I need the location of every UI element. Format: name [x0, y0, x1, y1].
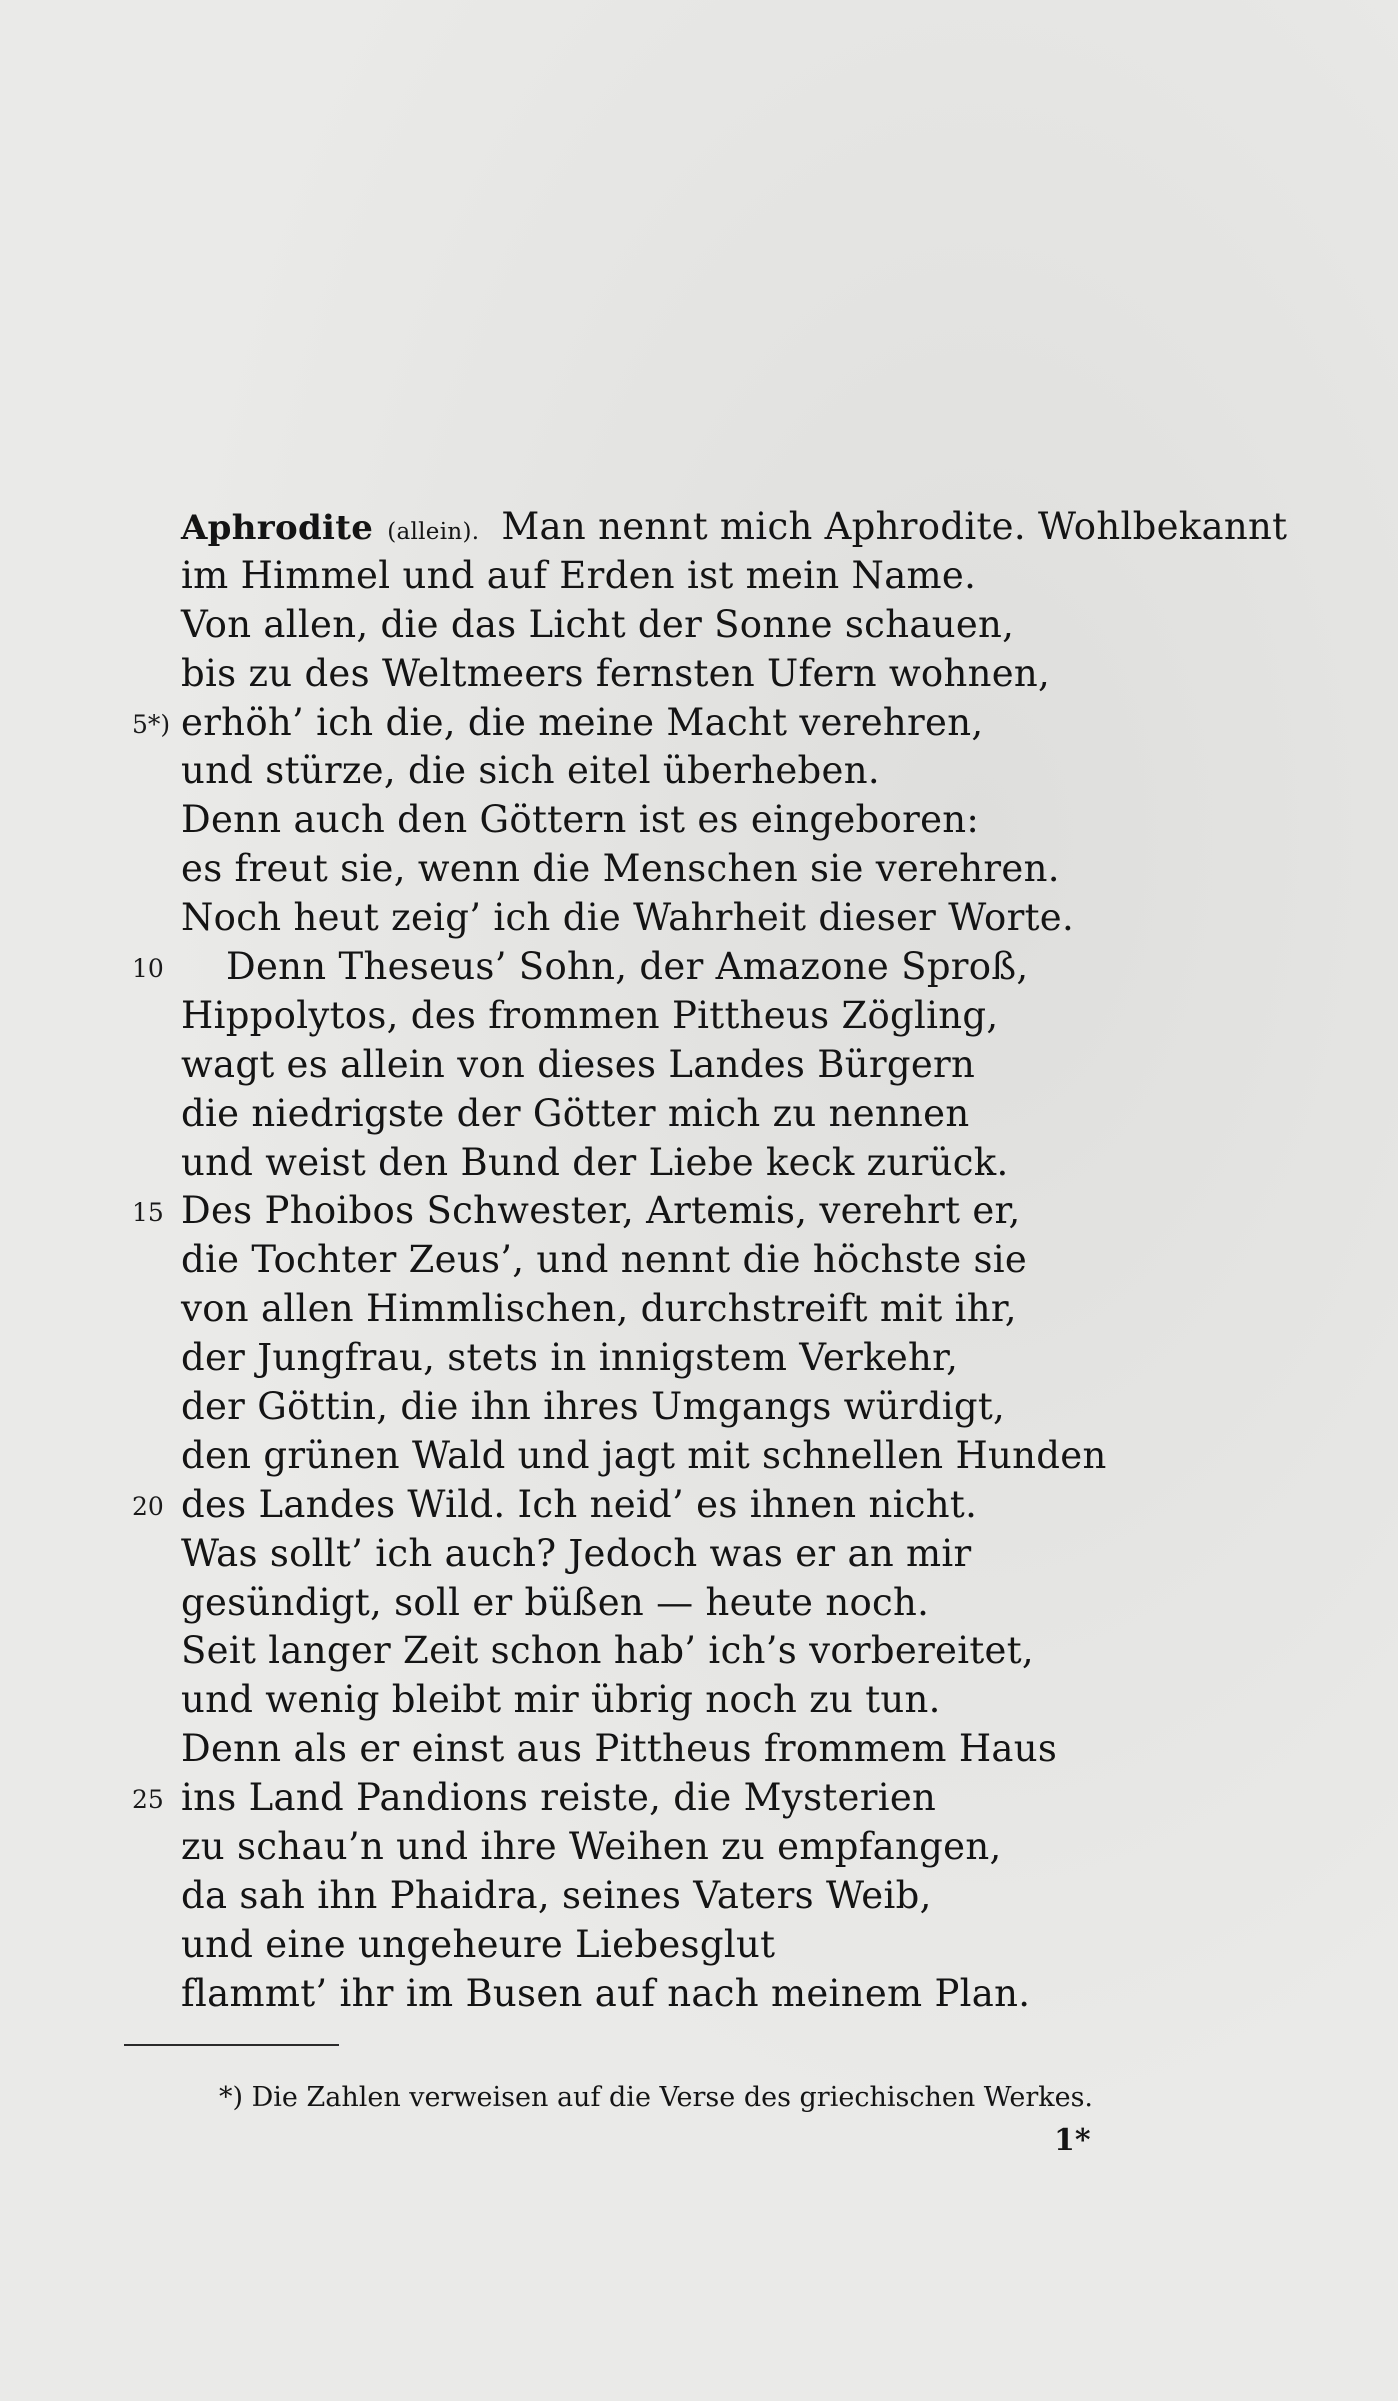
- verse-line-text: der Jungfrau, stets in innigstem Verkehr,: [181, 1336, 959, 1380]
- verse-line-text: und eine ungeheure Liebesglut: [181, 1922, 776, 1966]
- verse-line-28: [0, 1823, 1398, 1872]
- footnote-divider: [124, 2044, 339, 2046]
- verse-line-17: [0, 1285, 1398, 1334]
- line-number: 25: [132, 1785, 164, 1815]
- verse-line-text: Hippolytos, des frommen Pittheus Zögling,: [181, 993, 999, 1037]
- verse-line-2: [0, 552, 1398, 601]
- verse-line-21: [0, 1481, 1398, 1530]
- verse-line-text: den grünen Wald und jagt mit schnellen Hunden: [181, 1433, 1107, 1477]
- stage-direction: (allein).: [387, 519, 480, 545]
- verse-line-text: Denn auch den Göttern ist es eingeboren:: [181, 798, 980, 842]
- verse-line-6: [0, 747, 1398, 796]
- verse-line-3: [0, 601, 1398, 650]
- verse-line-29: [0, 1872, 1398, 1921]
- signature-mark: 1*: [1054, 2123, 1091, 2158]
- verse-line-text: gesündigt, soll er büßen — heute noch.: [181, 1580, 930, 1624]
- verse-line-text: bis zu des Weltmeers fernsten Ufern wohnen,: [181, 651, 1051, 695]
- verse-line-text: da sah ihn Phaidra, seines Vaters Weib,: [181, 1873, 932, 1917]
- line-number: 20: [132, 1491, 164, 1521]
- verse-line-10: [0, 943, 1398, 992]
- verse-line-8: [0, 845, 1398, 894]
- verse-line-text: die niedrigste der Götter mich zu nennen: [181, 1091, 970, 1135]
- verse-line-text: die Tochter Zeus’, und nennt die höchste sie: [181, 1238, 1028, 1282]
- verse-line-1: [0, 503, 1398, 552]
- verse-text: [181, 503, 1287, 557]
- verse-line-text: Denn Theseus’ Sohn, der Amazone Sproß,: [226, 945, 1029, 989]
- verse-line-text: von allen Himmlischen, durchstreift mit ihr,: [181, 1287, 1017, 1331]
- verse-line-text: Des Phoibos Schwester, Artemis, verehrt er,: [181, 1189, 1021, 1233]
- verse-line-20: [0, 1432, 1398, 1481]
- verse-line-text: zu schau’n und ihre Weihen zu empfangen,: [181, 1825, 1002, 1869]
- verse-line-31: [0, 1970, 1398, 2019]
- verse-line-18: [0, 1334, 1398, 1383]
- verse-line-text: und weist den Bund der Liebe keck zurück.: [181, 1140, 1009, 1184]
- verse-line-22: [0, 1530, 1398, 1579]
- verse-line-text: erhöh’ ich die, die meine Macht verehren,: [181, 700, 984, 744]
- verse-line-14: [0, 1139, 1398, 1188]
- line-number: 5*): [132, 709, 171, 739]
- verse-line-11: [0, 992, 1398, 1041]
- speaker-name: Aphrodite: [181, 508, 374, 548]
- reverse-side-bleed-through: [560, 110, 1360, 494]
- verse-line-23: [0, 1579, 1398, 1628]
- verse-line-7: [0, 796, 1398, 845]
- footnote: *) Die Zahlen verweisen auf die Verse des griechischen Werkes.: [219, 2082, 1094, 2113]
- verse-line-15: [0, 1187, 1398, 1236]
- verse-line-25: [0, 1676, 1398, 1725]
- verse-line-30: [0, 1921, 1398, 1970]
- line-number: 15: [132, 1198, 164, 1228]
- verse-line-text: im Himmel und auf Erden ist mein Name.: [181, 553, 977, 597]
- verse-line-text: es freut sie, wenn die Menschen sie verehren.: [181, 847, 1060, 891]
- verse-line-text: flammt’ ihr im Busen auf nach meinem Plan.: [181, 1971, 1031, 2015]
- verse-line-9: [0, 894, 1398, 943]
- verse-line-text: Von allen, die das Licht der Sonne schauen,: [181, 602, 1015, 646]
- verse-line-text: und wenig bleibt mir übrig noch zu tun.: [181, 1678, 941, 1722]
- verse-line-text: Man nennt mich Aphrodite. Wohlbekannt: [501, 505, 1288, 548]
- verse-line-4: [0, 650, 1398, 699]
- line-number: 10: [132, 954, 164, 984]
- verse-line-19: [0, 1383, 1398, 1432]
- verse-line-text: Seit langer Zeit schon hab’ ich’s vorbereitet,: [181, 1629, 1034, 1673]
- verse-line-12: [0, 1041, 1398, 1090]
- verse-line-24: [0, 1627, 1398, 1676]
- verse-line-27: [0, 1774, 1398, 1823]
- verse-line-13: [0, 1090, 1398, 1139]
- verse-line-26: [0, 1725, 1398, 1774]
- verse-line-5: [0, 699, 1398, 748]
- verse-line-text: ins Land Pandions reiste, die Mysterien: [181, 1776, 937, 1820]
- verse-line-text: wagt es allein von dieses Landes Bürgern: [181, 1042, 976, 1086]
- verse-line-text: der Göttin, die ihn ihres Umgangs würdigt,: [181, 1385, 1006, 1429]
- verse-line-text: des Landes Wild. Ich neid’ es ihnen nicht.: [181, 1482, 978, 1526]
- verse-line-text: Denn als er einst aus Pittheus frommem Haus: [181, 1727, 1058, 1771]
- verse-line-text: und stürze, die sich eitel überheben.: [181, 749, 880, 793]
- verse-block: [0, 503, 1398, 2019]
- verse-line-16: [0, 1236, 1398, 1285]
- verse-line-text: Was sollt’ ich auch? Jedoch was er an mir: [181, 1531, 972, 1575]
- verse-line-text: Noch heut zeig’ ich die Wahrheit dieser Worte.: [181, 896, 1075, 940]
